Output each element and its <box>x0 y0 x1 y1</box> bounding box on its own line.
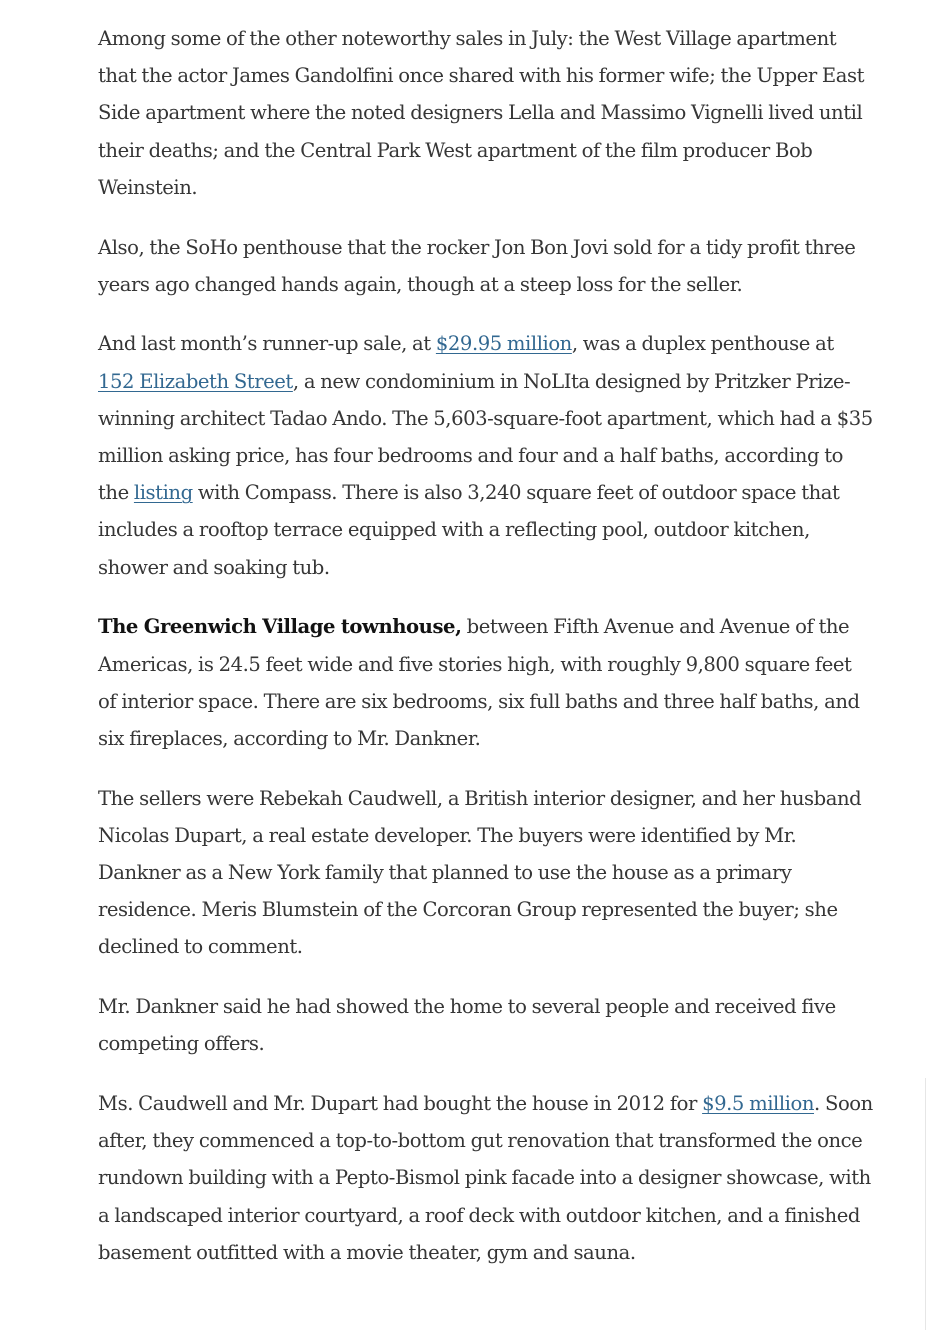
paragraph-text: . Soon after, they commenced a top-to-bottom gut renovation that transformed the once rundown building with a Pepto-Bismol pink facade into a designer showcase, with a landscaped interior courtyard, a roof deck with outdoor kitchen, and a finished basement outfitted with a movie theater, gym and sauna. <box>98 1092 873 1264</box>
link-152-elizabeth-street[interactable]: 152 Elizabeth Street <box>98 369 293 393</box>
paragraph-text: The sellers were Rebekah Caudwell, a British interior designer, and her husband Nicolas Dupart, a real estate developer. The buyers were identified by Mr. Dankner as a New York family that planned to use the house as a primary residence. Meris Blumstein of the Corcoran Group represented the buyer; she declined to comment. <box>98 786 862 959</box>
paragraph-other-sales <box>98 20 873 206</box>
paragraph-competing-offers <box>98 988 873 1062</box>
paragraph-greenwich-townhouse <box>98 608 873 757</box>
paragraph-text: Ms. Caudwell and Mr. Dupart had bought the house in 2012 for <box>98 1092 703 1116</box>
paragraph-text: Among some of the other noteworthy sales in July: the West Village apartment that the actor James Gandolfini once shared with his former wife; the Upper East Side apartment where the noted designers Lella and Massimo Vignelli lived until their deaths; and the Central Park West apartment of the film producer Bob Weinstein. <box>98 27 865 199</box>
paragraph-text: Also, the SoHo penthouse that the rocker Jon Bon Jovi sold for a tidy profit three years ago changed hands again, though at a steep loss for the seller. <box>98 235 856 296</box>
paragraph-runner-up-sale <box>98 325 873 585</box>
link-listing[interactable]: listing <box>133 481 193 505</box>
paragraph-text: Mr. Dankner said he had showed the home to several people and received five competing offers. <box>98 995 836 1056</box>
scrollbar-edge <box>925 1078 926 1330</box>
paragraph-sellers <box>98 780 873 966</box>
paragraph-text: And last month’s runner-up sale, at <box>98 332 436 356</box>
link-29-95-million[interactable]: $29.95 million <box>435 332 572 356</box>
paragraph-text: between Fifth Avenue and Avenue of the Americas, is 24.5 feet wide and five stories high, with roughly 9,800 square feet of interior space. There are six bedrooms, six full baths and three half baths, and six fireplaces, according to Mr. Dankner. <box>98 615 860 750</box>
paragraph-text: with Compass. There is also 3,240 square feet of outdoor space that includes a rooftop terrace equipped with a reflecting pool, outdoor kitchen, shower and soaking tub. <box>98 481 840 579</box>
paragraph-renovation <box>98 1085 873 1271</box>
paragraph-soho-penthouse <box>98 229 873 303</box>
paragraph-text: , a new condominium in NoLIta designed by Pritzker Prize-winning architect Tadao Ando. The 5,603-square-foot apartment, which had a $35 million asking price, has four bedrooms and four and a half baths, according to the <box>98 369 873 505</box>
article-body <box>98 20 873 1294</box>
paragraph-text: , was a duplex penthouse at <box>571 332 834 356</box>
link-9-5-million[interactable]: $9.5 million <box>702 1092 815 1116</box>
paragraph-lead: The Greenwich Village townhouse, <box>98 615 462 639</box>
